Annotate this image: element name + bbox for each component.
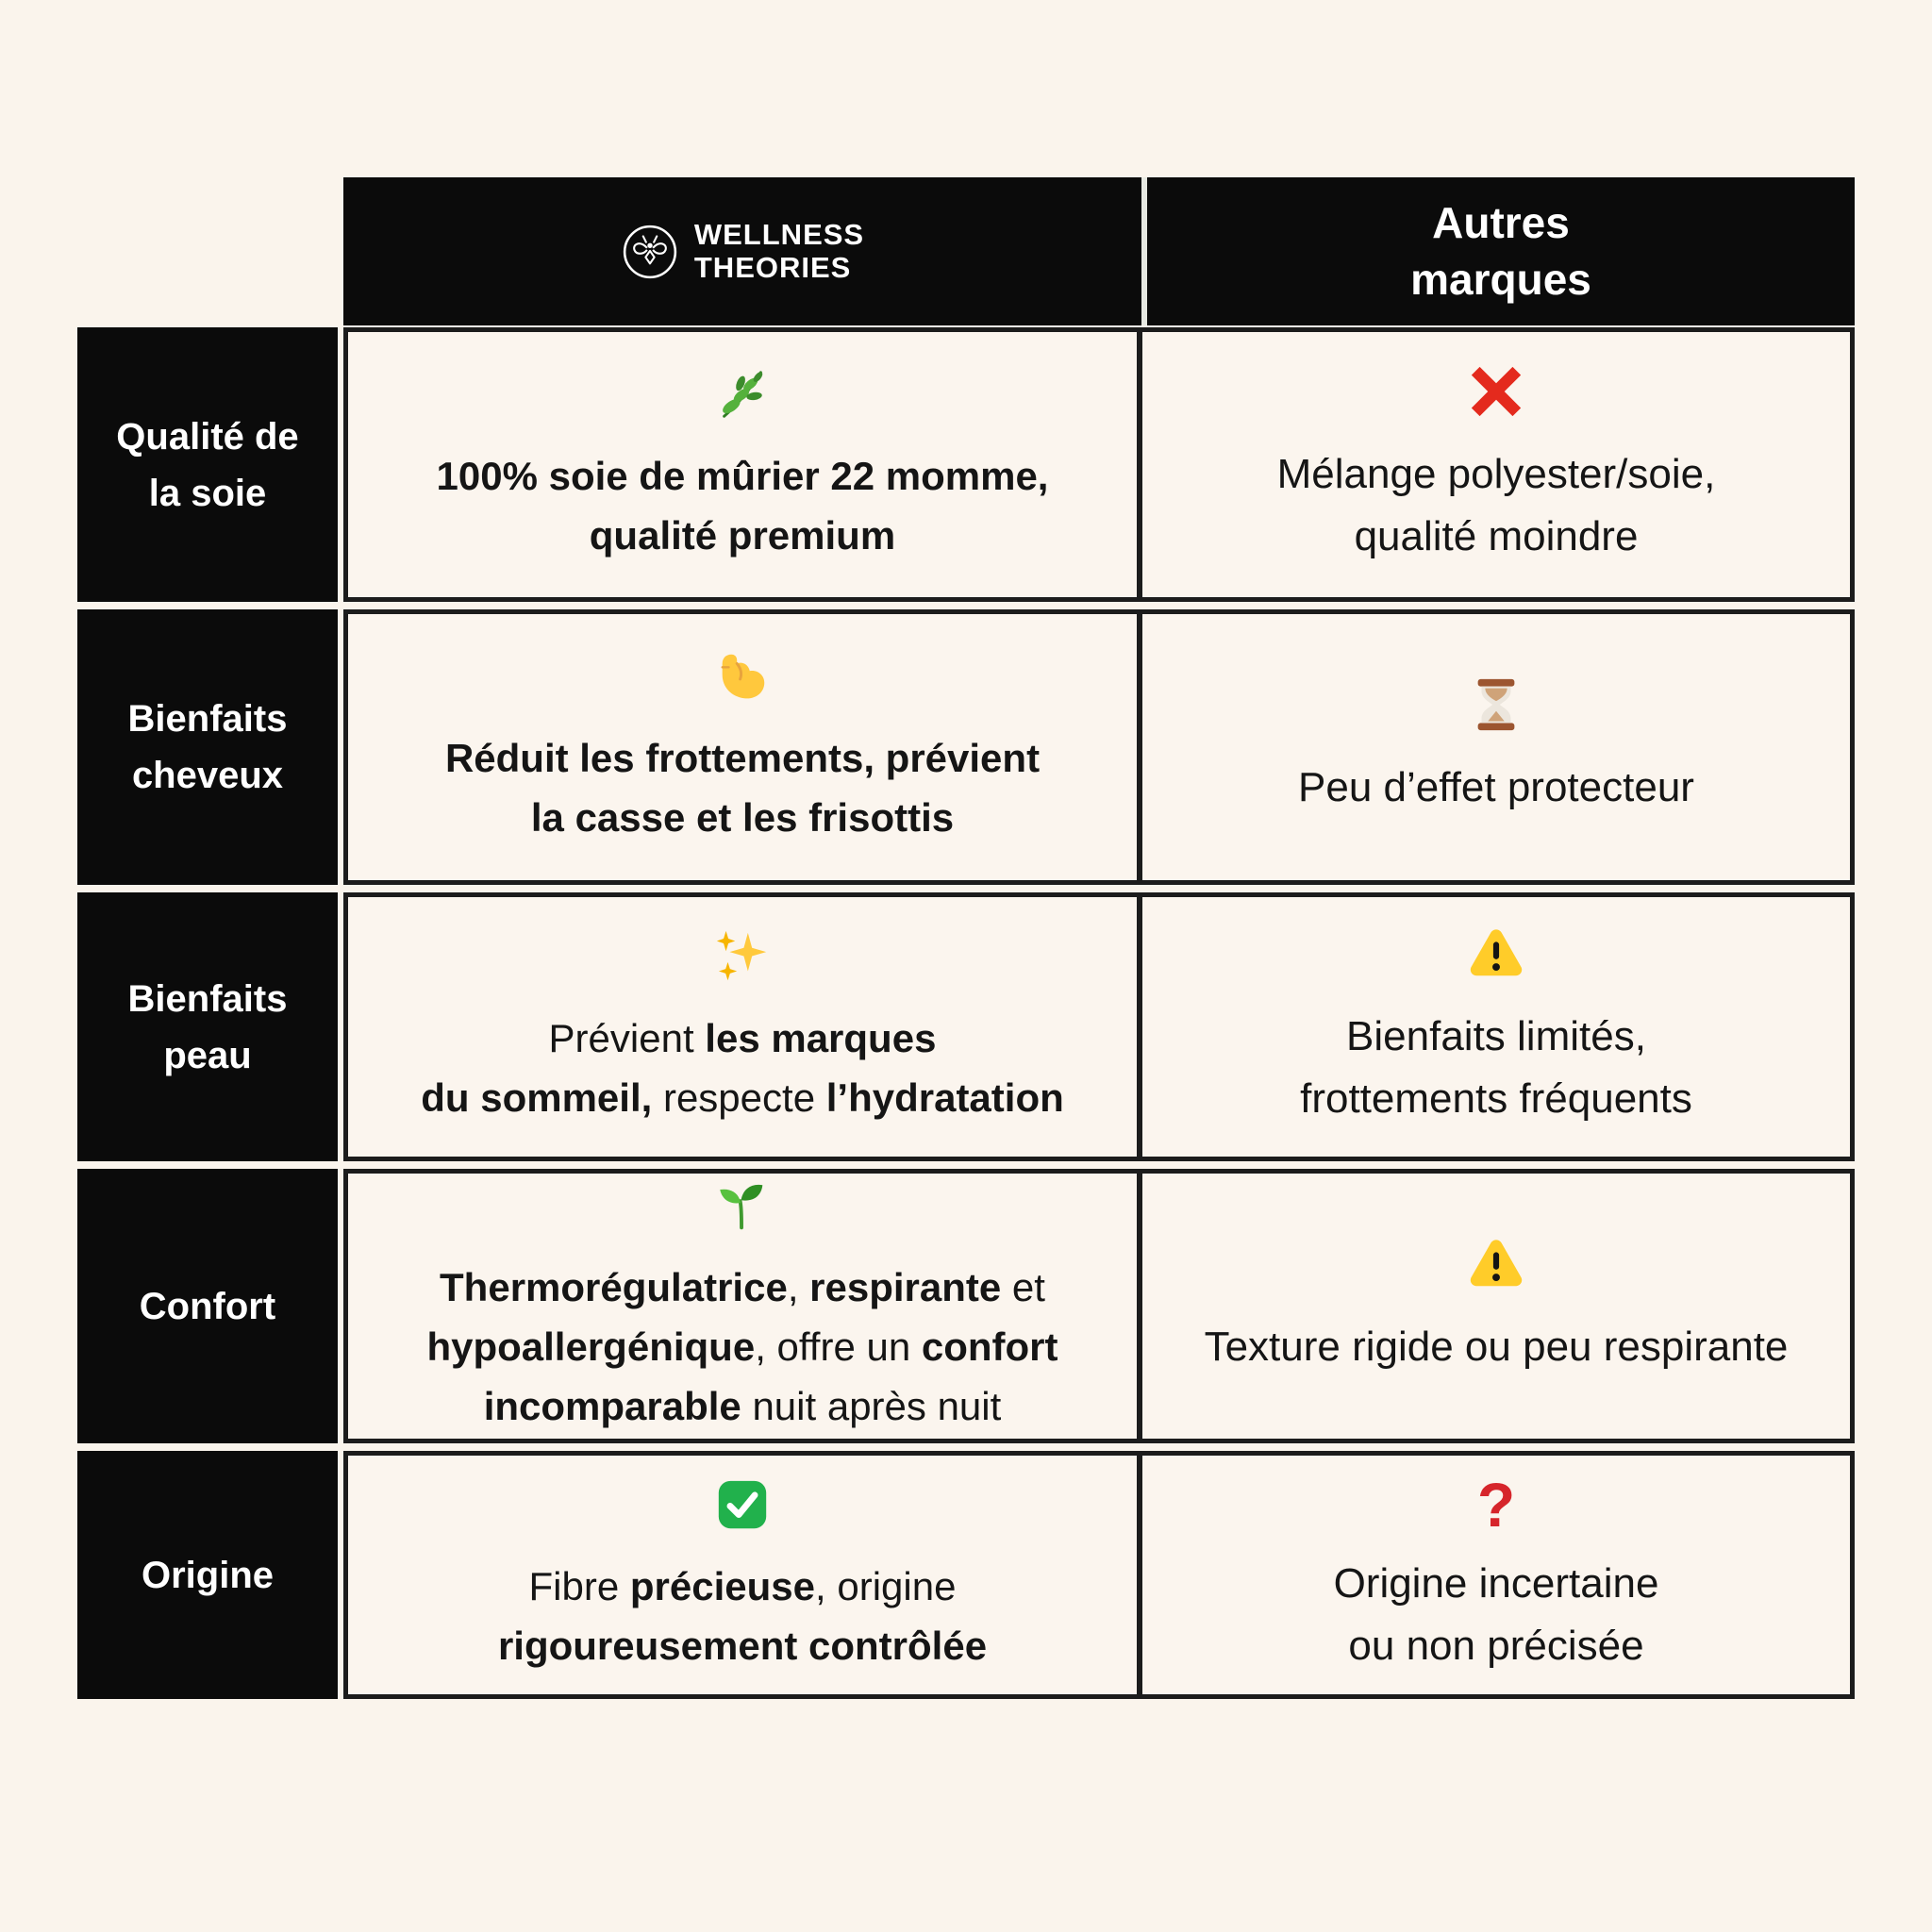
cell-text: Prévient les marques du sommeil, respecte l’hydratation [421,1015,1064,1120]
header-cells [343,177,1855,325]
brand-cell-bienfaits-cheveux [348,614,1142,880]
warning-icon [1467,924,1525,983]
header-corner-spacer [77,177,338,325]
row-label-bienfaits-peau: Bienfaits peau [77,892,338,1161]
wellness-theories-logo [621,219,864,284]
table-row-qualite-soie [77,327,1855,602]
brand-cell-bienfaits-peau [348,897,1142,1157]
warning-icon [1467,1235,1525,1293]
herb-icon [713,365,772,424]
cell-text: Peu d’effet protecteur [1298,764,1694,810]
logo-text: WELLNESS THEORIES [693,217,865,284]
row-label-qualite-soie: Qualité de la soie [77,327,338,602]
cell-text: 100% soie de mûrier 22 momme, qualité premium [436,453,1049,558]
row-content-qualite-soie [343,327,1855,602]
cell-text: Mélange polyester/soie, qualité moindre [1276,450,1716,559]
competitor-header-text: Autres marques [1410,197,1591,304]
row-content-origine [343,1451,1855,1699]
table-row-bienfaits-cheveux [77,609,1855,885]
brand-header-cell [343,177,1141,325]
row-label-bienfaits-cheveux: Bienfaits cheveux [77,609,338,885]
other-cell-confort [1142,1174,1850,1439]
comparison-table [77,177,1855,1699]
brand-cell-qualite-soie [348,332,1142,597]
red-question-mark-icon: ? [1476,1469,1516,1540]
brand-cell-confort [348,1174,1142,1439]
table-row-bienfaits-peau [77,892,1855,1161]
sparkles-icon [713,927,772,986]
competitor-header-cell [1147,177,1855,325]
row-content-bienfaits-cheveux [343,609,1855,885]
other-cell-origine [1142,1456,1850,1694]
cell-text: Thermorégulatrice, respirante et hypoallergénique, offre un confort incomparable nuit après nuit [426,1265,1058,1428]
table-row-origine [77,1451,1855,1699]
row-label-origine: Origine [77,1451,338,1699]
cell-text: Origine incertaine ou non précisée [1333,1559,1659,1669]
brand-cell-origine [348,1456,1142,1694]
other-cell-qualite-soie [1142,332,1850,597]
check-mark-button-icon [713,1475,772,1534]
row-content-confort [343,1169,1855,1443]
bee-circle-icon [621,223,679,281]
cell-text: Fibre précieuse, origine rigoureusement contrôlée [497,1563,988,1668]
other-cell-bienfaits-cheveux [1142,614,1850,880]
table-header-row [77,177,1855,325]
cross-mark-icon [1467,362,1525,421]
cell-text: Réduit les frottements, prévient la casse et les frisottis [444,736,1041,840]
row-content-bienfaits-peau [343,892,1855,1161]
cell-text: Bienfaits limités, frottements fréquents [1300,1012,1692,1122]
table-row-confort [77,1169,1855,1443]
other-cell-bienfaits-peau [1142,897,1850,1157]
seedling-icon [713,1176,772,1235]
cell-text: Texture rigide ou peu respirante [1204,1323,1789,1370]
hourglass-icon [1467,675,1525,734]
row-label-confort: Confort [77,1169,338,1443]
flexed-biceps-icon [713,647,772,706]
